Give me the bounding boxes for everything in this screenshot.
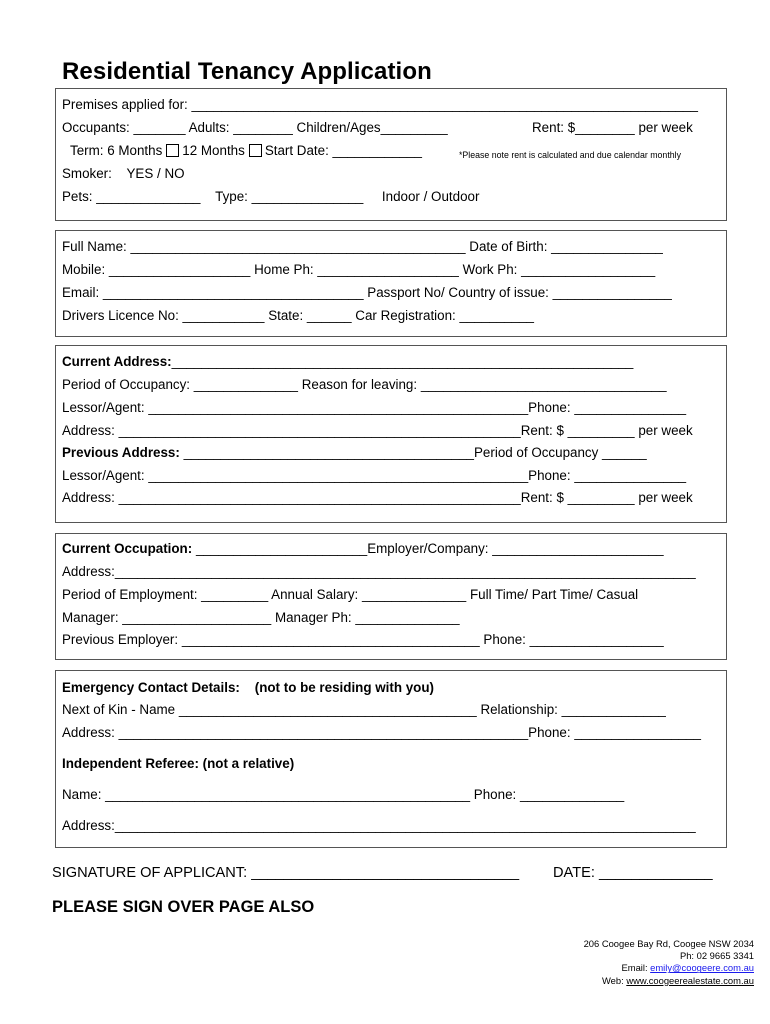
emergency-contact-heading: Emergency Contact Details: (not to be residing with you) <box>62 680 435 695</box>
occupants-field[interactable]: Occupants: _______ Adults: ________ Children/Ages_________ <box>62 120 448 135</box>
next-of-kin-field[interactable]: Next of Kin - Name ________________________________________ Relationship: ______________ <box>62 702 666 717</box>
agency-phone: Ph: 02 9665 3341 <box>679 950 754 962</box>
six-months-checkbox[interactable] <box>166 144 179 157</box>
agency-web-label: Web: <box>601 974 627 986</box>
rent-note: *Please note rent is calculated and due calendar monthly <box>459 150 682 160</box>
employer-address-field[interactable]: Address:______________________________________________________________________________ <box>62 564 696 579</box>
please-sign-notice: PLEASE SIGN OVER PAGE ALSO <box>52 898 315 916</box>
previous-employer-field[interactable]: Previous Employer: ________________________________________ Phone: __________________ <box>62 632 664 647</box>
start-date-field[interactable]: Start Date: ____________ <box>264 143 422 158</box>
agency-web-link[interactable]: www.coogeerealestate.com.au <box>626 974 754 986</box>
previous-address-field[interactable] <box>62 445 647 461</box>
current-address-field[interactable] <box>62 354 633 370</box>
current-occupation-label: Current Occupation: <box>62 541 193 556</box>
agency-address: 206 Coogee Bay Rd, Coogee NSW 2034 <box>583 938 754 949</box>
previous-rent-field[interactable]: Address: ______________________________________________________Rent: $ _________ per week <box>62 490 693 505</box>
agency-email-label: Email: <box>621 962 651 974</box>
referee-address-field[interactable]: Address:______________________________________________________________________________ <box>62 818 696 833</box>
manager-field[interactable]: Manager: ____________________ Manager Ph: ______________ <box>62 610 460 625</box>
agency-email-link[interactable]: emily@coogeere.com.au <box>650 962 754 974</box>
mobile-field[interactable]: Mobile: ___________________ Home Ph: ___________________ Work Ph: __________________ <box>62 262 656 277</box>
emergency-address-field[interactable]: Address: _______________________________________________________Phone: _________________ <box>62 725 701 740</box>
pets-field[interactable]: Pets: ______________ Type: _______________ Indoor / Outdoor <box>62 189 480 204</box>
drivers-licence-field[interactable]: Drivers Licence No: ___________ State: ______ Car Registration: __________ <box>62 308 534 323</box>
agency-contact-block <box>584 938 754 987</box>
full-name-field[interactable]: Full Name: _____________________________________________ Date of Birth: _______________ <box>62 239 663 254</box>
current-occupation-line[interactable]: _______________________Employer/Company: _______________________ <box>195 541 664 556</box>
referee-heading: Independent Referee: (not a relative) <box>62 756 295 771</box>
twelve-months-checkbox[interactable] <box>249 144 262 157</box>
current-address-label: Current Address: <box>62 354 172 369</box>
previous-lessor-field[interactable]: Lessor/Agent: ___________________________________________________Phone: _______________ <box>62 468 687 483</box>
current-rent-field[interactable]: Address: ______________________________________________________Rent: $ _________ per week <box>62 423 693 438</box>
agency-web-row <box>584 975 754 987</box>
email-field[interactable]: Email: ___________________________________ Passport No/ Country of issue: ________________ <box>62 285 672 300</box>
previous-address-label: Previous Address: <box>62 445 180 460</box>
previous-address-line[interactable]: _______________________________________Period of Occupancy ______ <box>183 445 647 460</box>
form-title: Residential Tenancy Application <box>62 58 432 85</box>
premises-field[interactable]: Premises applied for: ____________________________________________________________________ <box>62 97 698 112</box>
current-occupation-field[interactable] <box>62 541 664 557</box>
term-twelve-months-label: 12 Months <box>182 143 245 158</box>
period-occupancy-field[interactable]: Period of Occupancy: ______________ Reason for leaving: _________________________________ <box>62 377 667 392</box>
term-row <box>70 143 422 159</box>
employment-period-field[interactable]: Period of Employment: _________ Annual Salary: ______________ Full Time/ Part Time/ Casual <box>62 587 639 602</box>
smoker-field[interactable]: Smoker: YES / NO <box>62 166 185 181</box>
current-address-line[interactable]: ______________________________________________________________ <box>171 354 634 369</box>
applicant-signature-field[interactable]: SIGNATURE OF APPLICANT: _________________________________ <box>52 865 520 881</box>
term-six-months-label: Term: 6 Months <box>70 143 163 158</box>
lessor-agent-field[interactable]: Lessor/Agent: ___________________________________________________Phone: _______________ <box>62 400 687 415</box>
referee-name-field[interactable]: Name: _________________________________________________ Phone: ______________ <box>62 787 625 802</box>
agency-email-row <box>584 962 754 974</box>
signature-date-field[interactable]: DATE: ______________ <box>553 865 713 881</box>
rent-field[interactable]: Rent: $________ per week <box>532 120 693 135</box>
